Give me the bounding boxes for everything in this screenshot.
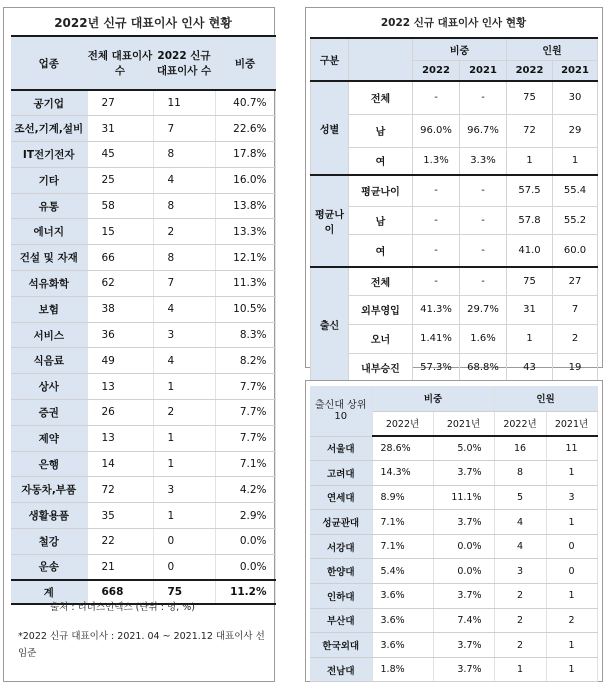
ratio-2022: 14.3% [372,461,433,486]
ratio-value: - [413,175,460,206]
year-header: 2021년 [433,411,494,436]
ratio-value: - [413,206,460,234]
total-ceo-count: 15 [87,219,153,245]
header-ratio: 비중 [215,36,275,90]
university-table [310,386,598,682]
sub-label: 오너 [349,324,413,353]
university-name: 고려대 [310,461,372,486]
ratio-value: 11.3% [215,271,275,297]
table-row [311,81,598,114]
table-row [310,510,597,535]
new-ceo-count: 3 [153,477,215,503]
university-name: 성균관대 [310,510,372,535]
total-ceo-count: 66 [87,245,153,271]
table-row [11,142,275,168]
table-row [11,219,275,245]
ratio-2022: 28.6% [372,436,433,461]
total-ceo-count: 26 [87,400,153,426]
sub-label: 여 [349,234,413,267]
total-ceo-count: 58 [87,193,153,219]
new-ceo-count: 0 [153,529,215,555]
industry-name: 조선,기계,설비 [11,116,87,142]
total-ceo-count: 14 [87,451,153,477]
ratio-value: 13.8% [215,193,275,219]
new-ceo-count: 7 [153,271,215,297]
people-value: 57.8 [507,206,553,234]
university-name: 연세대 [310,485,372,510]
total-ceo-count: 668 [87,580,153,604]
industry-name: 석유화학 [11,271,87,297]
industry-name: 보험 [11,296,87,322]
table-row [311,114,598,147]
ratio-2021: 3.7% [433,510,494,535]
people-2022: 8 [494,461,546,486]
industry-name: 식음료 [11,348,87,374]
ratio-2021: 0.0% [433,534,494,559]
group-label: 성별 [311,81,349,175]
table-row [11,400,275,426]
total-ceo-count: 72 [87,477,153,503]
ratio-2021: 0.0% [433,559,494,584]
people-2022: 2 [494,633,546,658]
university-name: 서강대 [310,534,372,559]
ratio-2021: 3.7% [433,657,494,682]
industry-table [11,35,276,605]
people-value: 31 [507,295,553,324]
table-row [311,324,598,353]
total-ceo-count: 45 [87,142,153,168]
header-ratio: 비중 [372,386,494,411]
industry-name: 자동차,부품 [11,477,87,503]
people-2022: 2 [494,608,546,633]
ratio-value: 7.7% [215,374,275,400]
industry-name: 유통 [11,193,87,219]
new-ceo-count: 1 [153,451,215,477]
people-2021: 1 [546,633,597,658]
ratio-2021: 11.1% [433,485,494,510]
industry-name: 에너지 [11,219,87,245]
total-ceo-count: 22 [87,529,153,555]
ratio-value: 41.3% [413,295,460,324]
table-row [310,485,597,510]
header-category: 구분 [311,38,349,81]
university-name: 전남대 [310,657,372,682]
ratio-2021: 7.4% [433,608,494,633]
people-2022: 2 [494,584,546,609]
people-2021: 11 [546,436,597,461]
ratio-value: 1.3% [413,147,460,175]
people-2022: 4 [494,510,546,535]
sub-label: 외부영입 [349,295,413,324]
table-row [311,206,598,234]
total-ceo-count: 25 [87,167,153,193]
table-row [310,436,597,461]
ratio-2021: 3.7% [433,584,494,609]
ratio-value: 3.3% [460,147,507,175]
university-name: 부산대 [310,608,372,633]
profile-table [310,37,598,383]
header-blank [349,38,413,81]
new-ceo-count: 8 [153,245,215,271]
ratio-2021: 5.0% [433,436,494,461]
table-row [11,245,275,271]
people-value: 30 [553,81,598,114]
new-ceo-count: 75 [153,580,215,604]
ratio-2022: 3.6% [372,633,433,658]
industry-name: 은행 [11,451,87,477]
table-row [11,451,275,477]
university-name: 인하대 [310,584,372,609]
ratio-value: - [413,234,460,267]
ratio-2022: 8.9% [372,485,433,510]
industry-name: 운송 [11,554,87,580]
ratio-value: 11.2% [215,580,275,604]
ratio-value: - [460,206,507,234]
header-people: 인원 [507,38,598,60]
table-row [11,193,275,219]
ratio-2022: 7.1% [372,510,433,535]
people-value: 2 [553,324,598,353]
total-label: 계 [11,580,87,604]
ratio-value: 7.1% [215,451,275,477]
total-ceo-count: 31 [87,116,153,142]
new-ceo-count: 3 [153,322,215,348]
ratio-value: 0.0% [215,554,275,580]
people-value: 1 [507,147,553,175]
left-title: 2022년 신규 대표이사 인사 현황 [54,15,232,30]
ratio-2022: 3.6% [372,608,433,633]
sub-label: 남 [349,206,413,234]
ratio-value: 7.7% [215,425,275,451]
table-row [11,296,275,322]
new-ceo-count: 4 [153,167,215,193]
new-ceo-count: 2 [153,400,215,426]
new-ceo-count: 8 [153,193,215,219]
header-university: 출신대 상위 10 [310,386,372,436]
ratio-value: 57.3% [413,353,460,382]
people-2022: 4 [494,534,546,559]
industry-name: IT전기전자 [11,142,87,168]
header-people: 인원 [494,386,597,411]
ratio-value: 17.8% [215,142,275,168]
industry-name: 제약 [11,425,87,451]
ratio-value: - [413,267,460,295]
right-top-title: 2022 신규 대표이사 인사 현황 [380,16,527,29]
table-row [311,267,598,295]
ratio-value: 13.3% [215,219,275,245]
university-name: 한국외대 [310,633,372,658]
table-row [11,477,275,503]
new-ceo-count: 1 [153,374,215,400]
ratio-value: 1.41% [413,324,460,353]
total-ceo-count: 35 [87,503,153,529]
ratio-value: 96.0% [413,114,460,147]
industry-name: 생활용품 [11,503,87,529]
total-ceo-count: 27 [87,90,153,116]
total-ceo-count: 62 [87,271,153,297]
total-ceo-count: 21 [87,554,153,580]
industry-name: 증권 [11,400,87,426]
ratio-value: 8.3% [215,322,275,348]
people-2021: 3 [546,485,597,510]
people-2022: 16 [494,436,546,461]
new-ceo-count: 4 [153,348,215,374]
table-row [11,503,275,529]
table-row [311,234,598,267]
footnote: *2022 신규 대표이사 : 2021. 04 ~ 2021.12 대표이사 선임준 [18,631,265,659]
industry-name: 서비스 [11,322,87,348]
people-value: 19 [553,353,598,382]
ratio-value: 96.7% [460,114,507,147]
people-value: 43 [507,353,553,382]
table-row [310,633,597,658]
sub-label: 남 [349,114,413,147]
table-row [310,584,597,609]
people-value: 1 [507,324,553,353]
ratio-value: - [460,267,507,295]
people-2021: 0 [546,534,597,559]
table-row [311,295,598,324]
people-value: 60.0 [553,234,598,267]
ratio-2022: 3.6% [372,584,433,609]
table-row [310,657,597,682]
table-row [11,425,275,451]
ratio-2021: 3.7% [433,461,494,486]
ratio-value: 7.7% [215,400,275,426]
industry-name: 기타 [11,167,87,193]
new-ceo-count: 8 [153,142,215,168]
new-ceo-count: 1 [153,425,215,451]
table-row [311,353,598,382]
new-ceo-count: 2 [153,219,215,245]
total-ceo-count: 49 [87,348,153,374]
ratio-value: 68.8% [460,353,507,382]
ratio-2022: 7.1% [372,534,433,559]
people-value: 1 [553,147,598,175]
sub-label: 여 [349,147,413,175]
table-row [311,147,598,175]
new-ceo-count: 1 [153,503,215,529]
people-value: 57.5 [507,175,553,206]
ratio-value: 29.7% [460,295,507,324]
table-row [11,271,275,297]
industry-name: 철강 [11,529,87,555]
ratio-value: - [413,81,460,114]
ratio-value: 10.5% [215,296,275,322]
people-value: 55.2 [553,206,598,234]
source-note: 출처 : 리더스인덱스 (단위 : 명, %) [50,602,195,613]
year-header: 2022년 [494,411,546,436]
people-value: 55.4 [553,175,598,206]
table-row [11,529,275,555]
people-value: 27 [553,267,598,295]
ratio-value: 1.6% [460,324,507,353]
industry-name: 공기업 [11,90,87,116]
table-row [310,461,597,486]
header-total-ceo: 전체 대표이사 수 [87,36,153,90]
people-2021: 1 [546,657,597,682]
table-row [11,322,275,348]
table-row [310,559,597,584]
ratio-value: - [460,81,507,114]
people-2021: 1 [546,461,597,486]
ratio-value: 2.9% [215,503,275,529]
university-name: 한양대 [310,559,372,584]
ratio-value: 8.2% [215,348,275,374]
ratio-value: 12.1% [215,245,275,271]
ratio-2021: 3.7% [433,633,494,658]
people-value: 72 [507,114,553,147]
table-row [11,90,275,116]
year-header: 2022 [507,60,553,81]
sub-label: 내부승진 [349,353,413,382]
table-row [11,167,275,193]
year-header: 2022년 [372,411,433,436]
group-label: 평균나이 [311,175,349,267]
people-value: 41.0 [507,234,553,267]
table-row [11,116,275,142]
new-ceo-count: 11 [153,90,215,116]
total-ceo-count: 36 [87,322,153,348]
table-row [11,374,275,400]
table-row [310,608,597,633]
header-ratio: 비중 [413,38,507,60]
new-ceo-count: 4 [153,296,215,322]
table-row [311,175,598,206]
ratio-value: 22.6% [215,116,275,142]
group-label: 출신 [311,267,349,382]
ratio-value: - [460,234,507,267]
ratio-value: 4.2% [215,477,275,503]
year-header: 2021 [553,60,598,81]
people-2021: 0 [546,559,597,584]
people-2021: 1 [546,510,597,535]
sub-label: 전체 [349,267,413,295]
year-header: 2022 [413,60,460,81]
header-new-ceo: 2022 신규 대표이사 수 [153,36,215,90]
ratio-value: - [460,175,507,206]
new-ceo-count: 7 [153,116,215,142]
people-2021: 1 [546,584,597,609]
ratio-value: 0.0% [215,529,275,555]
university-name: 서울대 [310,436,372,461]
people-2022: 5 [494,485,546,510]
ratio-value: 16.0% [215,167,275,193]
people-value: 75 [507,267,553,295]
people-value: 29 [553,114,598,147]
people-2021: 2 [546,608,597,633]
sub-label: 평균나이 [349,175,413,206]
sub-label: 전체 [349,81,413,114]
ratio-2022: 5.4% [372,559,433,584]
new-ceo-count: 0 [153,554,215,580]
table-row [11,554,275,580]
people-2022: 1 [494,657,546,682]
total-ceo-count: 13 [87,374,153,400]
table-row [11,348,275,374]
people-2022: 3 [494,559,546,584]
ratio-2022: 1.8% [372,657,433,682]
header-industry: 업종 [11,36,87,90]
industry-name: 상사 [11,374,87,400]
people-value: 75 [507,81,553,114]
ratio-value: 40.7% [215,90,275,116]
people-value: 7 [553,295,598,324]
year-header: 2021 [460,60,507,81]
industry-name: 건설 및 자재 [11,245,87,271]
year-header: 2021년 [546,411,597,436]
total-ceo-count: 13 [87,425,153,451]
total-ceo-count: 38 [87,296,153,322]
table-row [310,534,597,559]
